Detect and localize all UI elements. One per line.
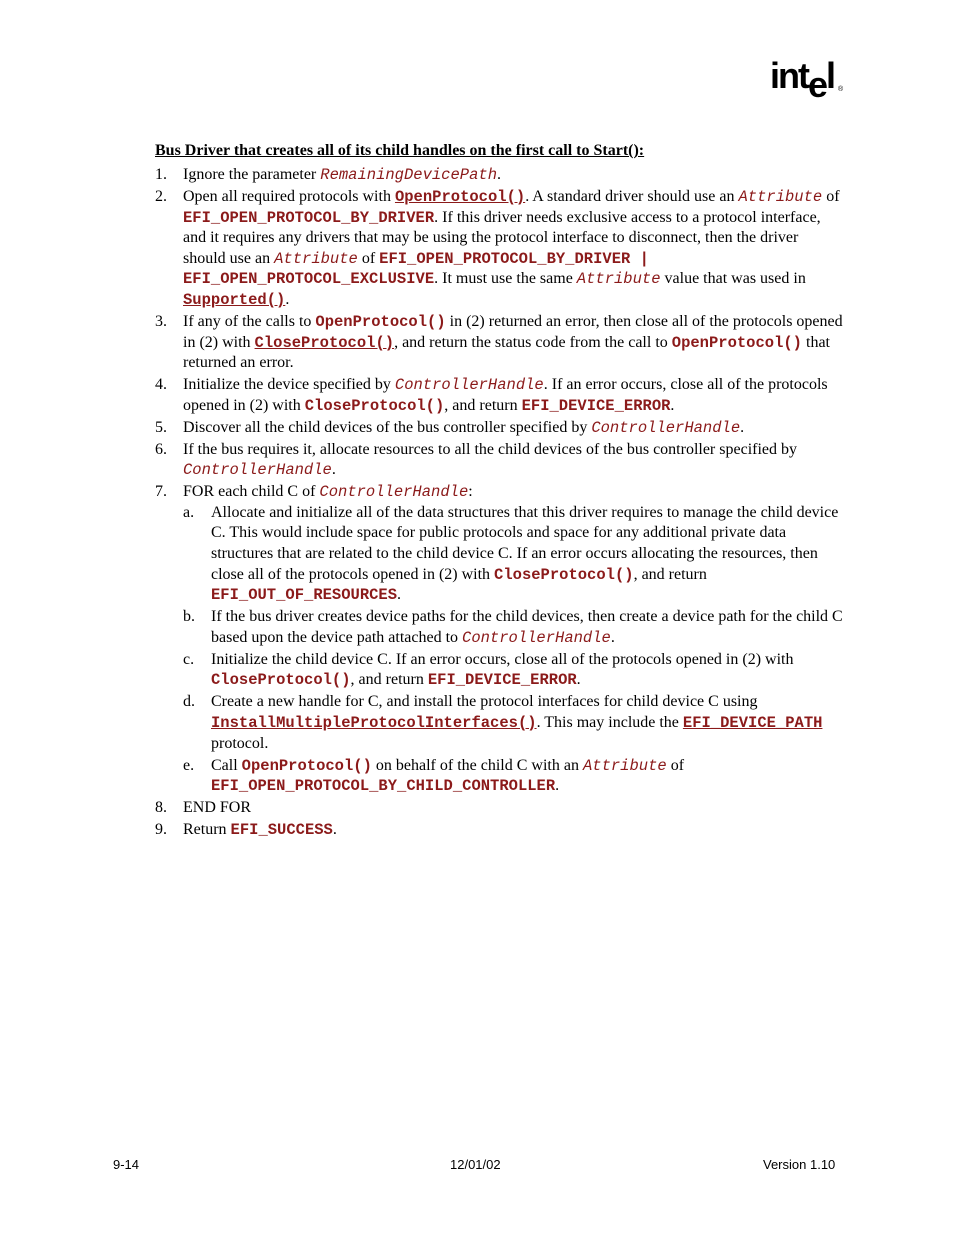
- sub-list-item: e. Call OpenProtocol() on behalf of the child C with an Attribute of EFI_OPEN_PROTOCOL_BY_CHILD_CONTROLLER.: [183, 756, 685, 796]
- item-letter: a.: [183, 503, 195, 521]
- sub-list-item: b. If the bus driver creates device paths for the child devices, then create a device path for the child C based upon the device path attached to ControllerHandle.: [183, 608, 843, 647]
- efi-device-path-link[interactable]: EFI_DEVICE_PATH: [682, 713, 823, 732]
- footer-page-number: 9-14: [113, 1157, 140, 1172]
- list-item: 5. Discover all the child devices of the bus controller specified by ControllerHandle.: [155, 418, 745, 437]
- item-number: 7.: [155, 483, 167, 501]
- registered-mark: ®: [838, 86, 844, 93]
- item-number: 9.: [155, 821, 167, 839]
- step-list: [155, 165, 845, 841]
- item-number: 8.: [155, 799, 167, 817]
- logo-wordmark: intel: [770, 55, 835, 105]
- list-item: 7. FOR each child C of ControllerHandle: a. Allocate and initialize all of the data structures that this driver requires to manage the child device C. This would include space for public protocols and space for any additional private data structures that are related to the child device C. If an error occurs allocating the resources, then close all of the protocols opened in (2) with CloseProtocol(), and return EFI_OUT_OF_RESOURCES. b. If the bus driver creates device paths for the child devices, then create a device path for the child C based upon the device path attached to ControllerHandle. c. Initialize the child device C. If an error occurs, close all of the protocols opened in (2) with CloseProtocol(), and return EFI_DEVICE_ERROR. d. Create a new handle for C, and install the protocol interfaces for child device C using InstallMultipleProtocolInterfaces(). This may include the EFI_DEVICE_PATH protocol. e. Call OpenProtocol() on behalf of the child C with an Attribute of EFI_OPEN_PROTOCOL_BY_CHILD_CONTROLLER.: [155, 482, 845, 796]
- item-letter: d.: [183, 693, 195, 711]
- item-letter: c.: [183, 650, 195, 668]
- sub-list-item: a. Allocate and initialize all of the data structures that this driver requires to manage the child device C. This would include space for public protocols and space for any additional private data structures that are related to the child device C. If an error occurs allocating the resources, then close all of the protocols opened in (2) with CloseProtocol(), and return EFI_OUT_OF_RESOURCES.: [183, 503, 839, 605]
- supported-link[interactable]: Supported(): [183, 290, 286, 309]
- intel-logo: [770, 55, 844, 105]
- item-number: 6.: [155, 440, 167, 458]
- list-item: 6. If the bus requires it, allocate resources to all the child devices of the bus controller specified by ControllerHandle.: [155, 440, 798, 480]
- list-item: 2. Open all required protocols with OpenProtocol(). A standard driver should use an Attribute of EFI_OPEN_PROTOCOL_BY_DRIVER. If this driver needs exclusive access to a protocol interface, and it requires any drivers that may be using the protocol interface to disconnect, then the driver should use an Attribute of EFI_OPEN_PROTOCOL_BY_DRIVER | EFI_OPEN_PROTOCOL_EXCLUSIVE. It must use the same Attribute value that was used in Supported().: [155, 187, 840, 309]
- list-item: 3. If any of the calls to OpenProtocol() in (2) returned an error, then close all of the protocols opened in (2) with CloseProtocol(), and return the status code from the call to OpenProtocol() that returned an error.: [155, 312, 843, 372]
- sub-list-item: d. Create a new handle for C, and install the protocol interfaces for child device C using InstallMultipleProtocolInterfaces(). This may include the EFI_DEVICE_PATH protocol.: [183, 693, 823, 752]
- closeprotocol-link[interactable]: CloseProtocol(): [254, 333, 395, 352]
- item-number: 1.: [155, 166, 167, 183]
- item-number: 4.: [155, 376, 167, 394]
- openprotocol-link[interactable]: OpenProtocol(): [394, 187, 526, 206]
- item-number: 2.: [155, 187, 167, 205]
- list-item: 8. END FOR: [155, 798, 845, 819]
- item-number: 3.: [155, 312, 167, 330]
- item-letter: e.: [183, 756, 195, 774]
- footer-version: Version 1.10: [763, 1157, 836, 1172]
- body-text: [155, 165, 845, 842]
- item-number: 5.: [155, 418, 167, 436]
- installmultipleprotocolinterfaces-link[interactable]: InstallMultipleProtocolInterfaces(): [211, 713, 537, 732]
- list-item: 4. Initialize the device specified by ControllerHandle. If an error occurs, close all of the protocols opened in (2) with CloseProtocol(), and return EFI_DEVICE_ERROR.: [155, 376, 828, 415]
- section-heading: Bus Driver that creates all of its child handles on the first call to Start():: [155, 142, 645, 159]
- sub-step-list: [183, 503, 845, 797]
- footer-date: 12/01/02: [450, 1157, 501, 1172]
- sub-list-item: c. Initialize the child device C. If an error occurs, close all of the protocols opened in (2) with CloseProtocol(), and return EFI_DEVICE_ERROR.: [183, 650, 794, 690]
- list-item: 1. Ignore the parameter RemainingDevicePath.: [155, 166, 501, 184]
- list-item: 9. Return EFI_SUCCESS.: [155, 821, 337, 840]
- item-letter: b.: [183, 608, 195, 626]
